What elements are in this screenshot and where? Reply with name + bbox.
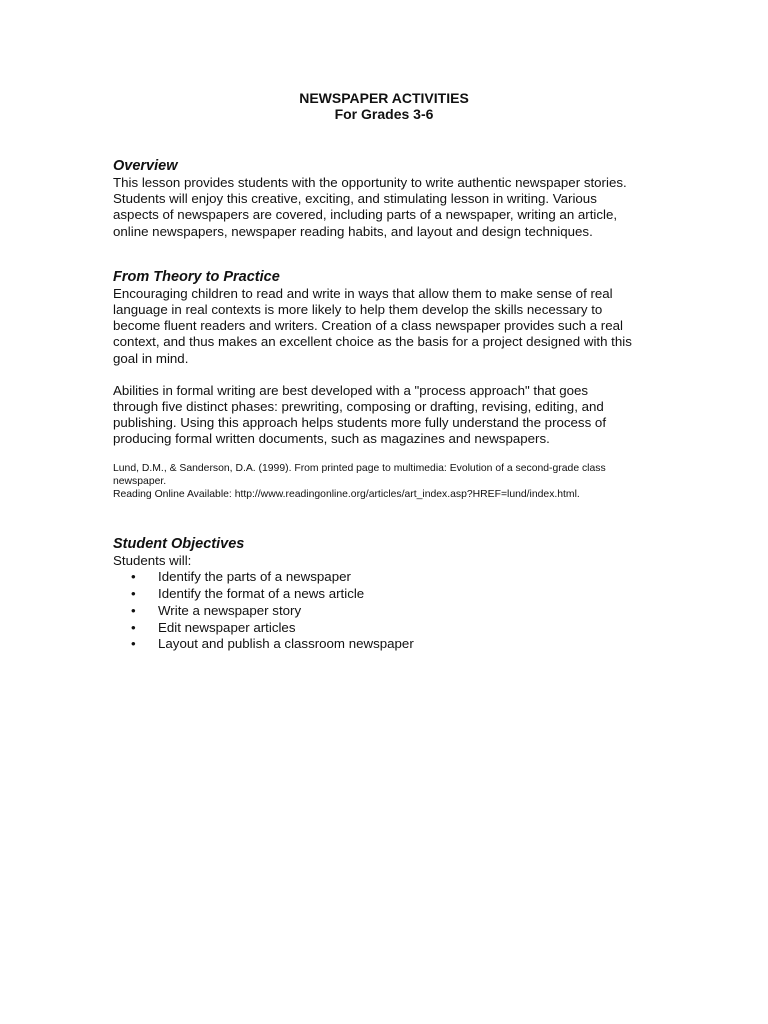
bullet-icon: • [131, 602, 136, 618]
theory-heading: From Theory to Practice [113, 268, 280, 285]
overview-paragraph [113, 175, 673, 240]
document-title: NEWSPAPER ACTIVITIES [299, 90, 469, 106]
theory-line: language in real contexts is more likely to help them develop the skills necessary to [113, 302, 603, 318]
bullet-icon: • [131, 636, 136, 652]
title-block [0, 90, 768, 122]
objectives-list [113, 569, 673, 654]
overview-heading: Overview [113, 158, 178, 174]
list-item [113, 569, 673, 586]
citation-line: Lund, D.M., & Sanderson, D.A. (1999). From printed page to multimedia: Evolution of a second-grade class [113, 462, 606, 474]
theory-line: Encouraging children to read and write in ways that allow them to make sense of real [113, 285, 613, 301]
theory-line: Abilities in formal writing are best developed with a "process approach" that goes [113, 382, 589, 398]
theory-line: producing formal written documents, such as magazines and newspapers. [113, 431, 550, 447]
theory-paragraph-1 [113, 286, 673, 367]
list-item [113, 620, 673, 637]
document-subtitle: For Grades 3-6 [334, 106, 434, 122]
overview-line: online newspapers, newspaper reading habits, and layout and design techniques. [113, 223, 593, 239]
bullet-icon: • [131, 568, 136, 584]
bullet-icon: • [131, 619, 136, 635]
citation-url-line: Reading Online Available: http://www.readingonline.org/articles/art_index.asp?HREF=lund/index.html. [113, 488, 580, 500]
list-item-text: Edit newspaper articles [158, 619, 296, 635]
bullet-icon: • [131, 585, 136, 601]
theory-line: context, and thus makes an excellent choice as the basis for a project designed with this [113, 334, 632, 350]
theory-line: publishing. Using this approach helps students more fully understand the process of [113, 415, 607, 431]
theory-line: goal in mind. [113, 350, 189, 366]
theory-paragraph-2 [113, 383, 673, 448]
objectives-section [113, 535, 673, 654]
objectives-intro: Students will: [113, 552, 192, 568]
list-item [113, 586, 673, 603]
citation-line: newspaper. [113, 475, 167, 487]
objectives-heading: Student Objectives [113, 535, 245, 552]
list-item-text: Identify the parts of a newspaper [158, 568, 351, 584]
citation [113, 462, 673, 501]
overview-section [113, 157, 673, 240]
list-item [113, 603, 673, 620]
list-item [113, 636, 673, 653]
list-item-text: Identify the format of a news article [158, 585, 365, 601]
overview-line: Students will enjoy this creative, exciting, and stimulating lesson in writing. Various [113, 191, 597, 207]
theory-section [113, 268, 673, 501]
overview-line: aspects of newspapers are covered, including parts of a newspaper, writing an article, [113, 207, 618, 223]
list-item-text: Layout and publish a classroom newspaper [158, 636, 414, 652]
overview-line: This lesson provides students with the opportunity to write authentic newspaper stories. [113, 175, 627, 190]
theory-line: through five distinct phases: prewriting, composing or drafting, revising, editing, and [113, 399, 604, 415]
theory-line: become fluent readers and writers. Creation of a class newspaper provides such a real [113, 318, 623, 334]
list-item-text: Write a newspaper story [158, 602, 302, 618]
document-content [113, 157, 673, 653]
